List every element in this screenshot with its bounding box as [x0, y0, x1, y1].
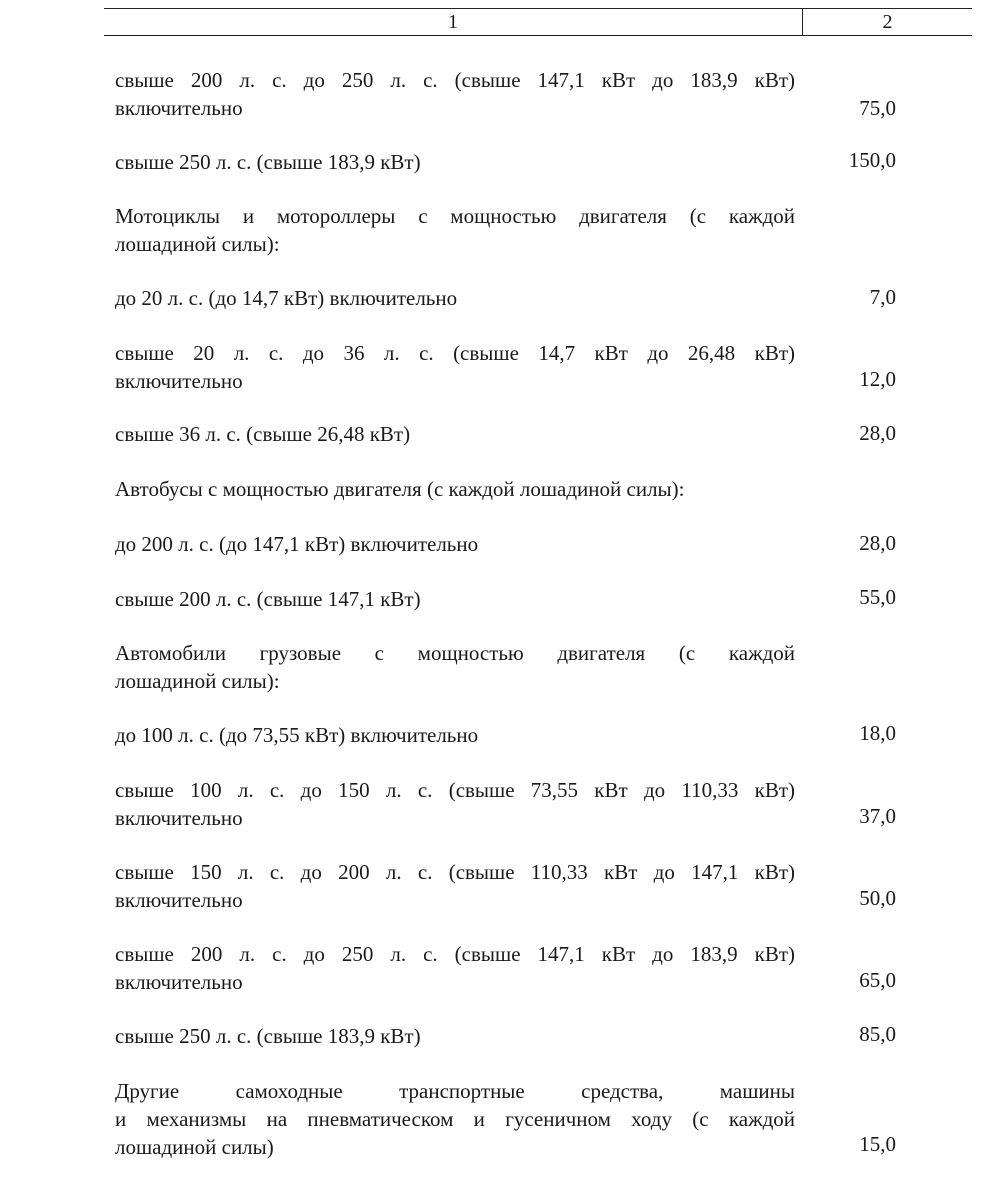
row-value: 75,0	[859, 96, 896, 120]
table-row	[115, 858, 795, 914]
table-header-bottom-rule	[104, 35, 972, 36]
row-text-line: лошадиной силы):	[115, 232, 280, 256]
row-text-line: лошадиной силы):	[115, 669, 280, 693]
table-row	[115, 475, 795, 503]
table-row	[115, 585, 795, 613]
row-text-line: включительно	[115, 96, 243, 120]
row-text-line: свыше 36 л. с. (свыше 26,48 кВт)	[115, 422, 411, 446]
row-text-line: включительно	[115, 970, 243, 994]
row-value: 12,0	[859, 367, 896, 391]
row-value: 28,0	[859, 531, 896, 555]
table-row	[115, 1077, 795, 1161]
table-row	[115, 420, 795, 448]
table-row	[115, 339, 795, 395]
table-header-col1: 1	[448, 11, 458, 33]
row-text-line: включительно	[115, 888, 243, 912]
row-text-line: свыше 250 л. с. (свыше 183,9 кВт)	[115, 1024, 421, 1048]
row-value: 37,0	[859, 804, 896, 828]
table-row	[115, 202, 795, 258]
row-value: 15,0	[859, 1132, 896, 1156]
row-text-line: свыше 250 л. с. (свыше 183,9 кВт)	[115, 150, 421, 174]
row-text-line: свыше 200 л. с. до 250 л. с. (свыше 147,1 кВт до 183,9 кВт)	[115, 942, 795, 966]
table-row	[115, 148, 795, 176]
row-value: 18,0	[859, 721, 896, 745]
row-text-line: и механизмы на пневматическом и гусеничном ходу (с каждой	[115, 1107, 795, 1131]
row-text-line: Другие самоходные транспортные средства, машины	[115, 1079, 795, 1103]
table-header-col2: 2	[882, 11, 893, 33]
table-row	[115, 940, 795, 996]
row-text-line: Мотоциклы и мотороллеры с мощностью двигателя (с каждой	[115, 204, 795, 228]
table-row	[115, 721, 795, 749]
row-text-line: до 100 л. с. (до 73,55 кВт) включительно	[115, 723, 479, 747]
table-row	[115, 530, 795, 558]
row-value: 65,0	[859, 968, 896, 992]
table-row	[115, 284, 795, 312]
table-row	[115, 639, 795, 695]
row-text-line: до 200 л. с. (до 147,1 кВт) включительно	[115, 532, 479, 556]
row-text-line: свыше 200 л. с. до 250 л. с. (свыше 147,1 кВт до 183,9 кВт)	[115, 68, 795, 92]
row-value: 85,0	[859, 1022, 896, 1046]
row-text-line: свыше 150 л. с. до 200 л. с. (свыше 110,33 кВт до 147,1 кВт)	[115, 860, 795, 884]
row-text-line: до 20 л. с. (до 14,7 кВт) включительно	[115, 286, 458, 310]
table-row	[115, 66, 795, 122]
row-value: 28,0	[859, 421, 896, 445]
row-value: 150,0	[848, 148, 896, 172]
row-text-line: включительно	[115, 806, 243, 830]
table-row	[115, 776, 795, 832]
table-header-top-rule	[104, 8, 972, 9]
row-text-line: свыше 100 л. с. до 150 л. с. (свыше 73,55 кВт до 110,33 кВт)	[115, 778, 795, 802]
row-value: 50,0	[859, 886, 896, 910]
row-text-line: лошадиной силы)	[115, 1135, 274, 1159]
row-value: 55,0	[859, 585, 896, 609]
row-text-line: включительно	[115, 369, 243, 393]
row-text-line: Автомобили грузовые с мощностью двигателя (с каждой	[115, 641, 795, 665]
row-value: 7,0	[869, 285, 896, 309]
row-text-line: свыше 200 л. с. (свыше 147,1 кВт)	[115, 587, 421, 611]
table-row	[115, 1022, 795, 1050]
row-text-line: свыше 20 л. с. до 36 л. с. (свыше 14,7 кВт до 26,48 кВт)	[115, 341, 795, 365]
row-text-line: Автобусы с мощностью двигателя (с каждой лошадиной силы):	[115, 477, 685, 501]
